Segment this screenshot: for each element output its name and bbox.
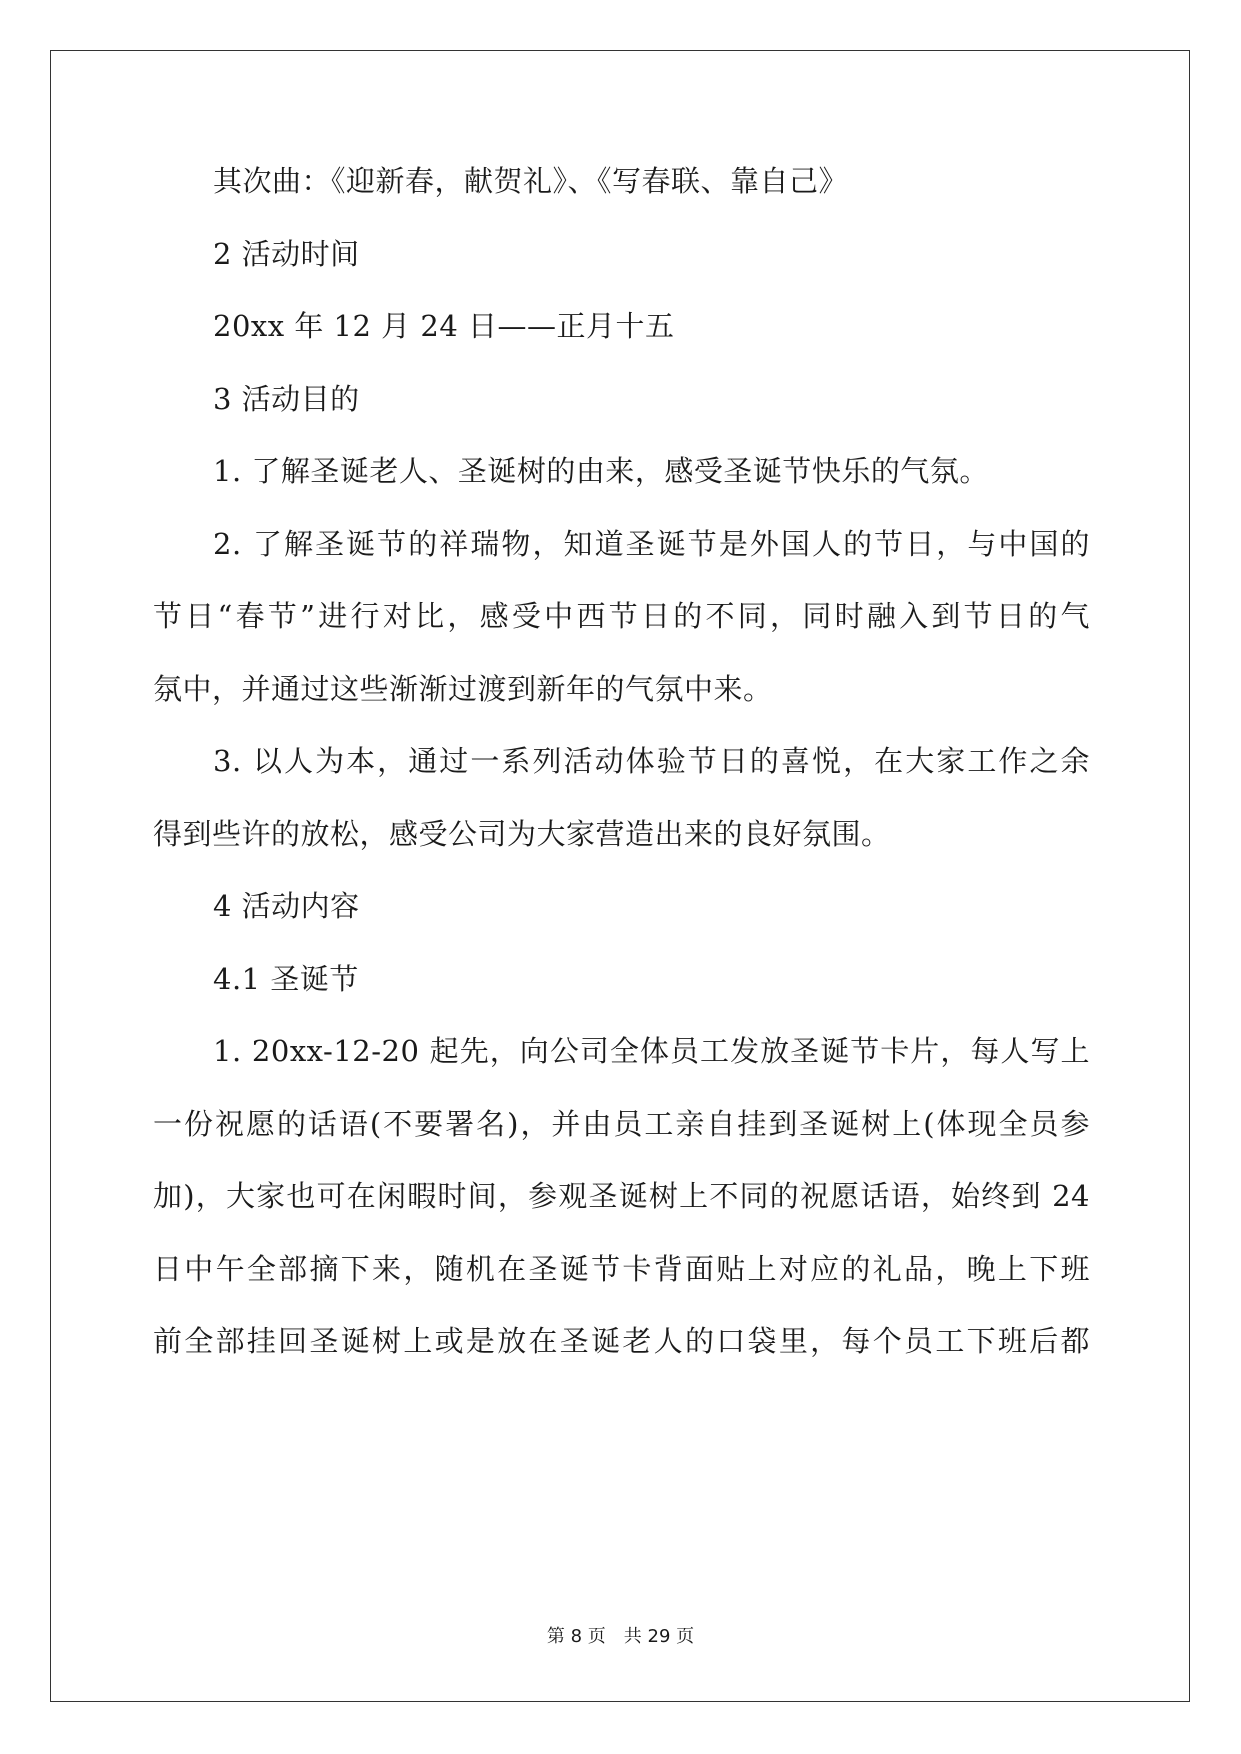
body-line: 一份祝愿的话语(不要署名)，并由员工亲自挂到圣诞树上(体现全员参 bbox=[153, 1107, 1090, 1141]
page-number: 第 8 页 共 29 页 bbox=[546, 1626, 695, 1647]
section-heading: 2 活动时间 bbox=[213, 237, 360, 271]
body-line: 氛中，并通过这些渐渐过渡到新年的气氛中来。 bbox=[153, 672, 773, 706]
body-line: 3. 以人为本，通过一系列活动体验节日的喜悦，在大家工作之余 bbox=[213, 744, 1090, 778]
body-line: 日中午全部摘下来，随机在圣诞节卡背面贴上对应的礼品，晚上下班 bbox=[153, 1252, 1090, 1286]
section-heading: 3 活动目的 bbox=[213, 382, 360, 416]
body-line: 1. 20xx-12-20 起先，向公司全体员工发放圣诞节卡片，每人写上 bbox=[213, 1034, 1090, 1068]
body-line: 20xx 年 12 月 24 日——正月十五 bbox=[213, 309, 675, 343]
subsection-heading: 4.1 圣诞节 bbox=[213, 962, 359, 996]
body-line: 其次曲：《迎新春，献贺礼》、《写春联、靠自己》 bbox=[213, 164, 849, 198]
body-line: 节日“春节”进行对比，感受中西节日的不同，同时融入到节日的气 bbox=[153, 599, 1090, 633]
body-line: 2. 了解圣诞节的祥瑞物，知道圣诞节是外国人的节日，与中国的 bbox=[213, 527, 1090, 561]
section-heading: 4 活动内容 bbox=[213, 889, 360, 923]
body-line: 加)，大家也可在闲暇时间，参观圣诞树上不同的祝愿话语，始终到 24 bbox=[153, 1179, 1090, 1213]
page-border bbox=[50, 50, 1190, 1702]
body-line: 前全部挂回圣诞树上或是放在圣诞老人的口袋里，每个员工下班后都 bbox=[153, 1324, 1090, 1358]
body-line: 得到些许的放松，感受公司为大家营造出来的良好氛围。 bbox=[153, 817, 891, 851]
body-line: 1. 了解圣诞老人、圣诞树的由来，感受圣诞节快乐的气氛。 bbox=[213, 454, 989, 488]
